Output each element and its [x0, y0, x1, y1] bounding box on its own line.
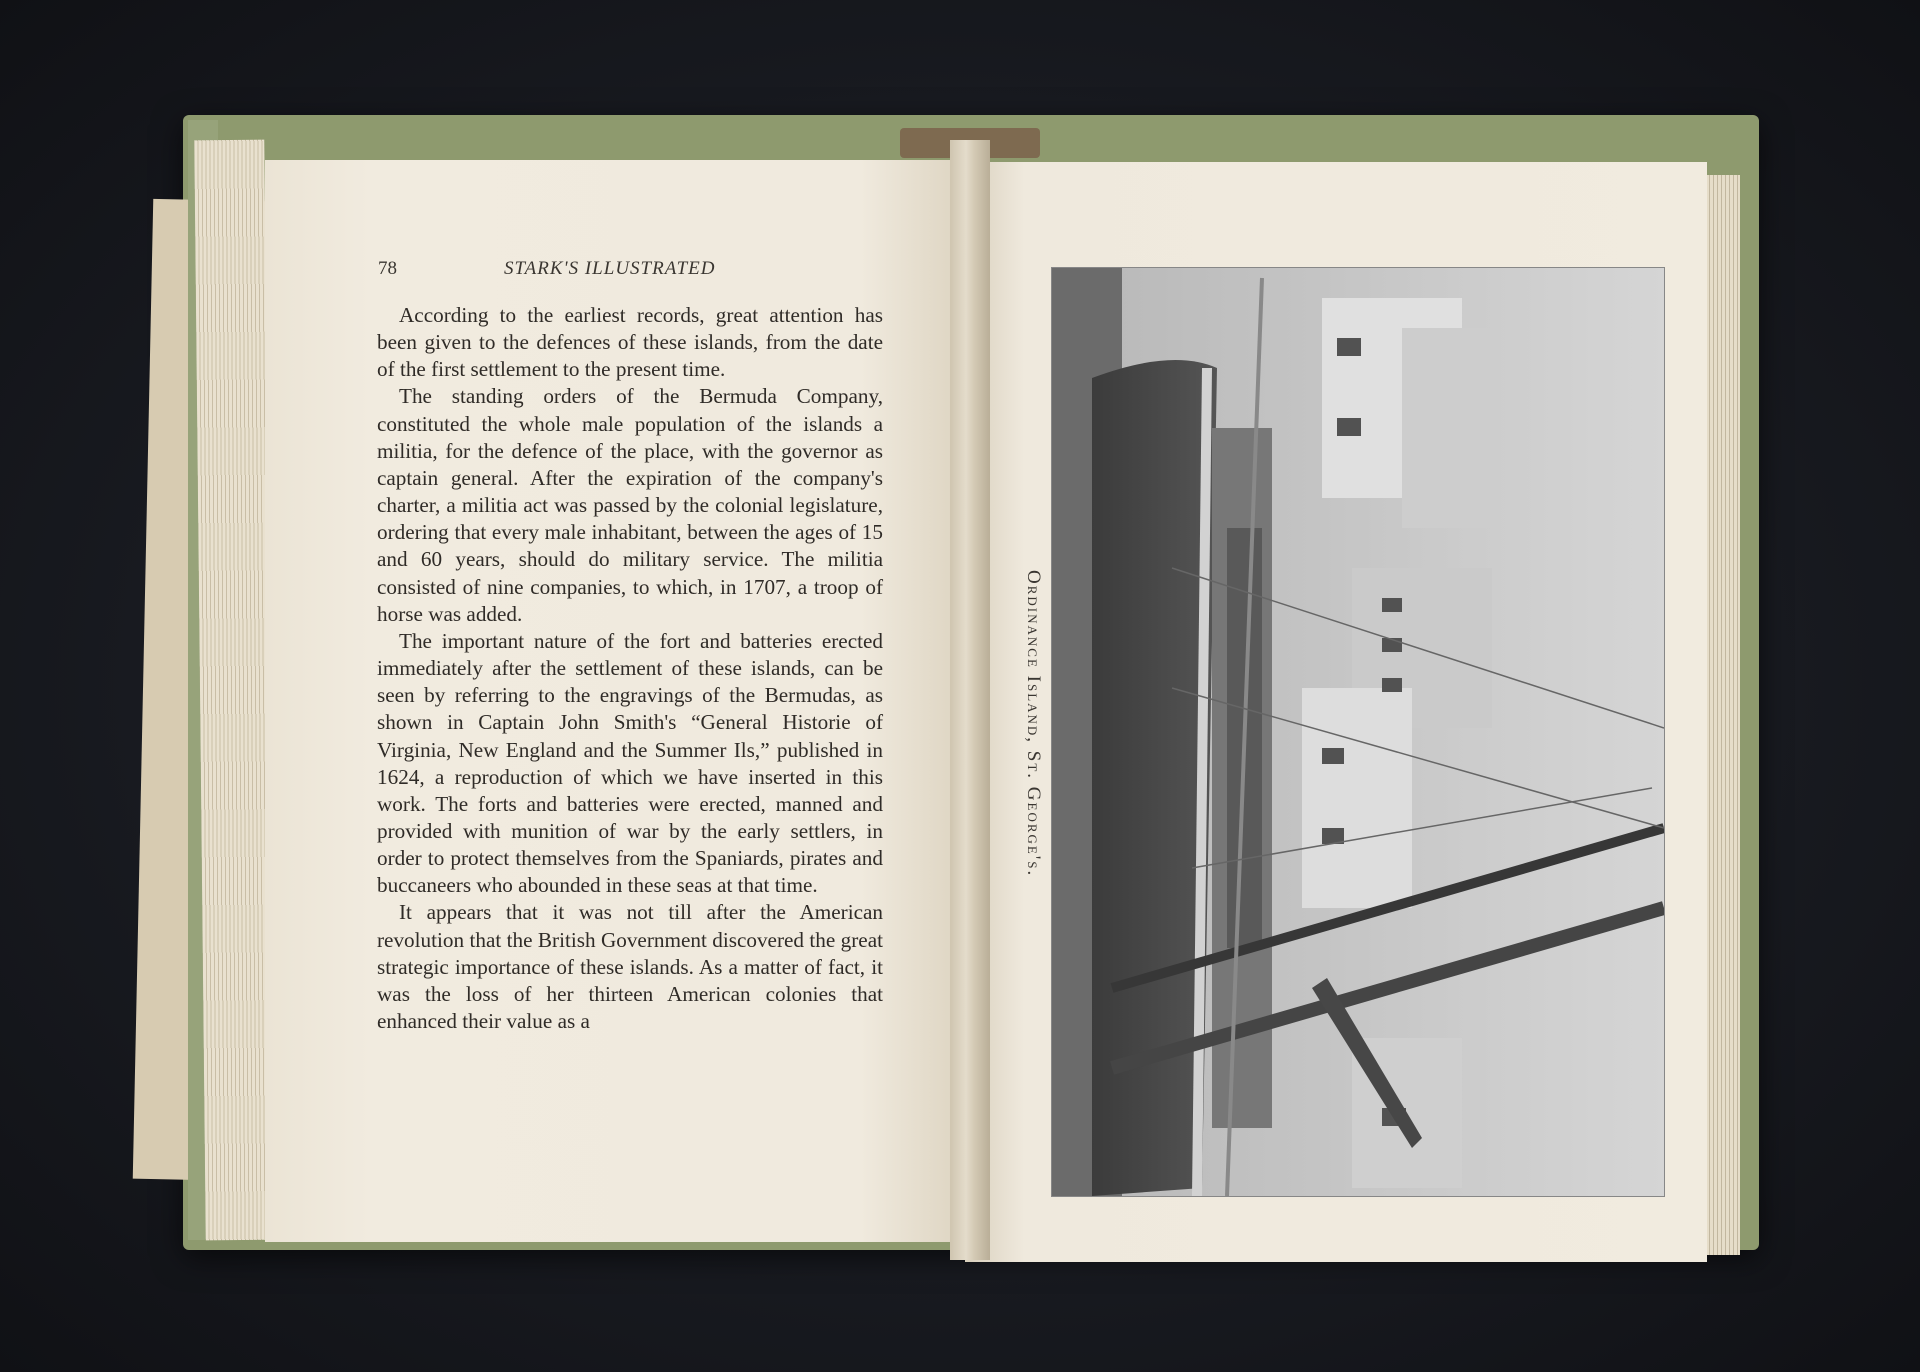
photo-plate — [1052, 268, 1664, 1196]
plate-caption — [1023, 570, 1044, 878]
paragraph: The important nature of the fort and batteries erected immediately after the settlement of these islands, can be seen by referring to the engravings of the Bermudas, as shown in Captain John Smith's “General Historie of Virginia, New England and the Summer Ils,” published in 1624, a reproduction of which we have inserted in this work. The forts and batteries were erected, manned and provided with munition of war by the early settlers, in order to protect themselves from the Spaniards, pirates and buccaneers who abounded in these seas at that time. — [377, 628, 883, 898]
paragraph: According to the earliest records, great attention has been given to the defences of these islands, from the date of the first settlement to the present time. — [377, 303, 883, 382]
page-edges-left — [194, 140, 276, 1241]
running-head-title: STARK'S ILLUSTRATED — [504, 258, 716, 279]
book-gutter — [950, 140, 990, 1260]
paragraph: The standing orders of the Bermuda Company, constituted the whole male population of the islands a militia, for the defence of the place, with the governor as captain general. After the expiration of the company's charter, a militia act was passed by the colonial legislature, ordering that every male inhabitant, between the ages of 15 and 60 years, should do military service. The militia consisted of nine companies, to which, in 1707, a troop of horse was added. — [377, 384, 883, 626]
page-number: 78 — [378, 258, 397, 279]
plate-caption-text: Ordinance Island, St. George's. — [1023, 570, 1044, 878]
paragraph: It appears that it was not till after the American revolution that the British Government discovered the great strategic importance of these islands. As a matter of fact, it was the loss of her thirteen American colonies that enhanced their value as a — [377, 900, 883, 1034]
body-text — [377, 302, 883, 1035]
ship-photograph — [1052, 268, 1664, 1196]
